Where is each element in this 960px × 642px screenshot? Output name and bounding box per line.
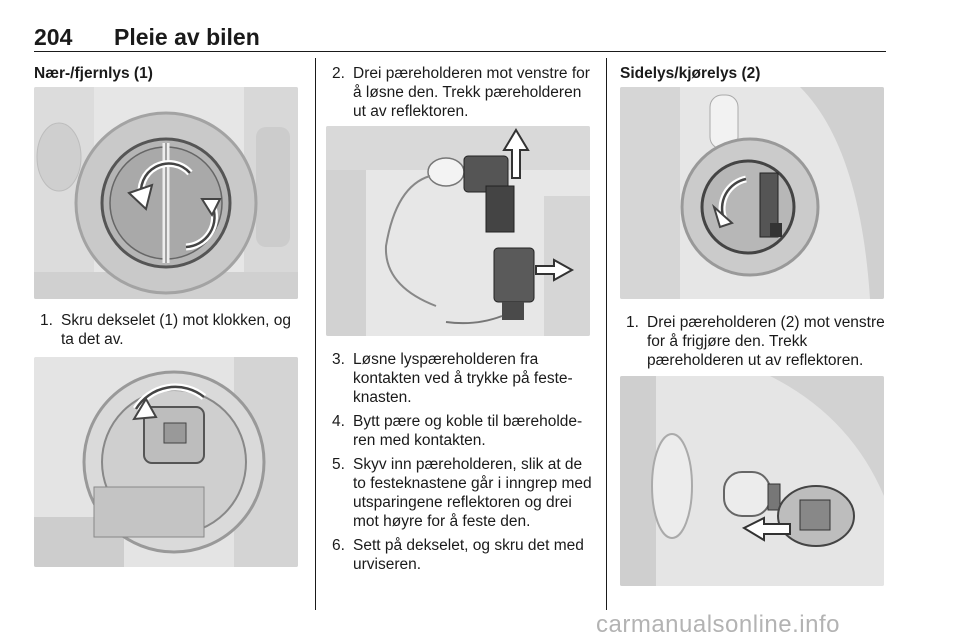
page-number: 204 [34, 24, 73, 50]
header-rule [34, 51, 886, 52]
list-item: 3. Løsne lyspæreholderen fra kontakten ved å trykke på festeknasten. [332, 351, 573, 406]
section-heading-low-high-beam: Nær-/fjernlys (1) [34, 65, 153, 82]
illustration-headlamp-cover [34, 87, 298, 299]
list-item: 6. Sett på dekselet, og skru det med urviseren. [332, 537, 584, 573]
watermark: carmanualsonline.info [596, 611, 840, 638]
illustration-side-light-holder [620, 87, 884, 299]
middle-steps-bottom-list [326, 350, 592, 574]
list-item: 1. Drei pæreholderen (2) mot venstre for å frigjøre den. Trekk pæreholderen ut av reflektoren. [626, 314, 885, 369]
left-steps-list [34, 311, 300, 349]
page-title: Pleie av bilen [114, 24, 260, 50]
right-steps-list [620, 313, 888, 370]
section-heading-side-light: Sidelys/kjørelys (2) [620, 65, 761, 82]
list-item: 2. Drei pæreholderen mot venstre for å løsne den. Trekk pæreholderen ut av reflektoren. [332, 65, 590, 120]
left-column [34, 64, 300, 567]
middle-column [326, 64, 592, 579]
list-item: 1. Skru dekselet (1) mot klokken, og ta det av. [40, 312, 292, 348]
illustration-side-light-bulb [620, 376, 884, 586]
column-divider-left [315, 58, 316, 610]
middle-steps-top-list [326, 64, 592, 121]
illustration-bulb-connector [326, 126, 590, 336]
page-header [34, 24, 886, 50]
right-column [620, 64, 888, 586]
illustration-bulb-holder-removal [34, 357, 298, 567]
list-item: 4. Bytt pære og koble til bæreholderen med kontakten. [332, 413, 583, 449]
column-divider-right [606, 58, 607, 610]
list-item: 5. Skyv inn pæreholderen, slik at de to festeknastene går i inngrep med utsparingene reflektoren og drei mot høyre for å feste den. [332, 456, 592, 530]
